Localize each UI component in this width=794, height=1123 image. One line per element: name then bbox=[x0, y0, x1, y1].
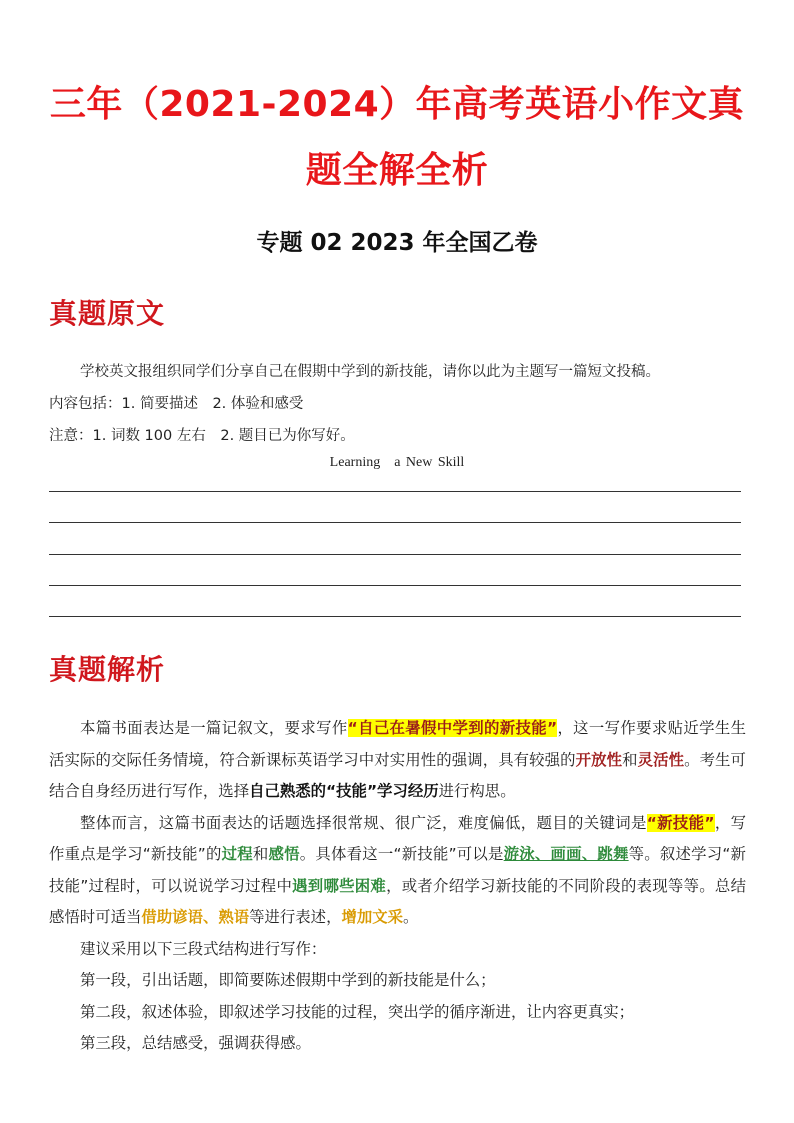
analysis-paragraph-2: 整体而言，这篇书面表达的话题选择很常规、很广泛，难度偏低，题目的关键词是“新技能”，写作重点是学习“新技能”的过程和感悟。具体看这一“新技能”可以是游泳、画画、跳舞等。叙述学习“新技能”过程时，可以说说学习过程中遇到哪些困难，或者介绍学习新技能的不同阶段的表现等等。总结感悟时可适当借助谚语、熟语等进行表述，增加文采。 bbox=[49, 813, 746, 926]
analysis-paragraph-6: 第三段，总结感受，强调获得感。 bbox=[80, 1034, 311, 1052]
emphasis-text: 开放性 bbox=[575, 750, 623, 769]
writing-line bbox=[49, 616, 741, 617]
analysis-paragraph-5: 第二段，叙述体验，即叙述学习技能的过程，突出学的循序渐进，让内容更真实； bbox=[80, 1002, 635, 1021]
analysis-body bbox=[49, 713, 746, 1060]
essay-title: Learning a New Skill bbox=[329, 455, 465, 470]
writing-line bbox=[49, 585, 741, 586]
section-heading-original: 真题原文 bbox=[49, 297, 166, 330]
highlight-keyphrase: “自己在暑假中学到的新技能” bbox=[347, 719, 558, 737]
emphasis-text: 借助谚语、熟语 bbox=[141, 908, 250, 926]
task-prompt: 学校英文报组织同学们分享自己在假期中学到的新技能，请你以此为主题写一篇短文投稿。 bbox=[80, 364, 660, 380]
emphasis-text: 增加文采 bbox=[341, 908, 404, 926]
emphasis-text: 游泳、画画、跳舞 bbox=[503, 845, 629, 863]
emphasis-text: 自己熟悉的“技能”学习经历 bbox=[249, 782, 439, 800]
writing-line bbox=[49, 522, 741, 523]
emphasis-text: 过程 bbox=[221, 845, 253, 863]
highlight-keyword: “新技能” bbox=[646, 813, 715, 832]
page-subtitle: 专题 02 2023 年全国乙卷 bbox=[256, 230, 538, 256]
emphasis-text: 灵活性 bbox=[637, 750, 685, 769]
emphasis-text: 遇到哪些困难 bbox=[292, 876, 387, 895]
writing-line bbox=[49, 554, 741, 555]
page-title: 三年（2021-2024）年高考英语小作文真题全解全析 bbox=[49, 84, 745, 191]
task-content: 内容包括：1. 简要描述 2. 体验和感受 bbox=[49, 396, 304, 412]
task-note: 注意：1. 词数 100 左右 2. 题目已为你写好。 bbox=[49, 428, 355, 444]
emphasis-text: 感悟 bbox=[268, 845, 300, 863]
section-heading-analysis: 真题解析 bbox=[49, 653, 166, 686]
analysis-paragraph-4: 第一段，引出话题，即简要陈述假期中学到的新技能是什么； bbox=[80, 971, 496, 989]
writing-line bbox=[49, 491, 741, 492]
analysis-paragraph-3: 建议采用以下三段式结构进行写作： bbox=[80, 939, 327, 958]
analysis-paragraph-1: 本篇书面表达是一篇记叙文，要求写作“自己在暑假中学到的新技能”，这一写作要求贴近学生生活实际的交际任务情境，符合新课标英语学习中对实用性的强调，具有较强的开放性和灵活性。考生可结合自身经历进行写作，选择自己熟悉的“技能”学习经历进行构思。 bbox=[49, 719, 746, 800]
